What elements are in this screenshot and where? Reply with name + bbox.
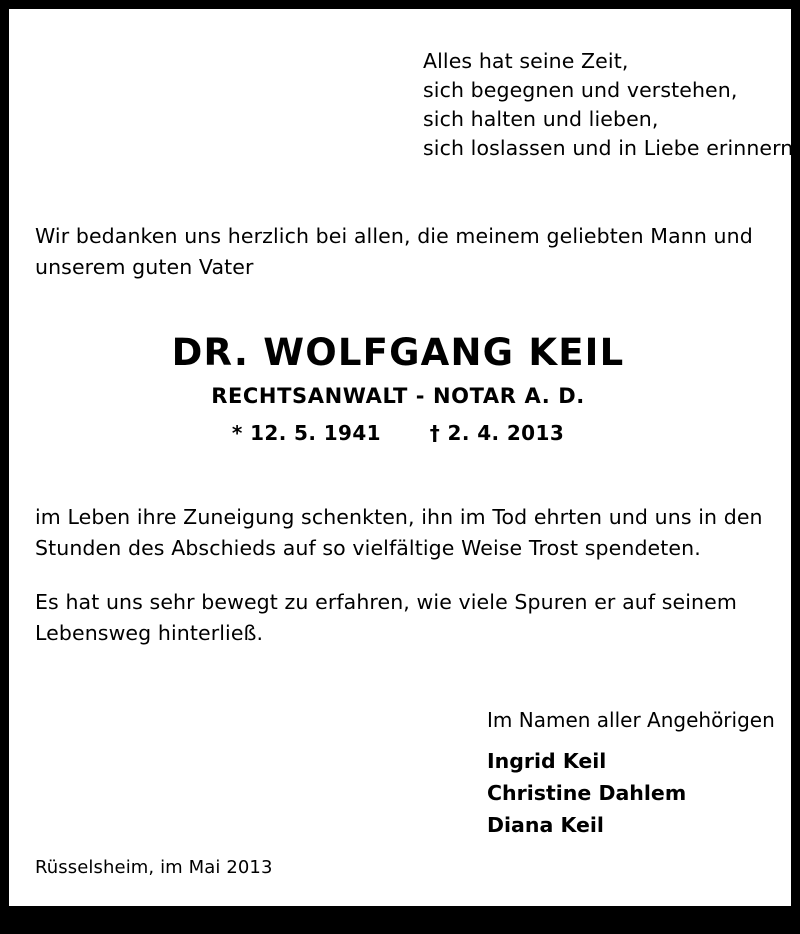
signature-name: Ingrid Keil bbox=[487, 749, 607, 773]
deceased-name: DR. WOLFGANG KEIL bbox=[171, 331, 625, 374]
poem-line: Alles hat seine Zeit, bbox=[423, 49, 629, 73]
deceased-block bbox=[35, 331, 761, 445]
body-line: Lebensweg hinterließ. bbox=[35, 621, 264, 645]
signature-names bbox=[487, 745, 761, 841]
body-paragraph-1 bbox=[35, 502, 761, 564]
deceased-role: RECHTSANWALT - NOTAR A. D. bbox=[211, 384, 585, 408]
death-date: † 2. 4. 2013 bbox=[429, 421, 565, 445]
intro-paragraph bbox=[35, 221, 761, 283]
body-line: Stunden des Abschieds auf so vielfältige Weise Trost spendeten. bbox=[35, 536, 701, 560]
birth-date: * 12. 5. 1941 bbox=[231, 421, 381, 445]
place-and-date: Rüsselsheim, im Mai 2013 bbox=[35, 857, 273, 878]
signature-block bbox=[487, 705, 775, 841]
signature-intro: Im Namen aller Angehörigen bbox=[487, 708, 775, 732]
poem-block bbox=[423, 47, 800, 163]
deceased-dates bbox=[35, 421, 761, 445]
poem-line: sich begegnen und verstehen, bbox=[423, 78, 738, 102]
intro-line: Wir bedanken uns herzlich bei allen, die meinem geliebten Mann und bbox=[35, 224, 753, 248]
poem-line: sich halten und lieben, bbox=[423, 107, 659, 131]
body-paragraph-2 bbox=[35, 587, 761, 649]
body-line: im Leben ihre Zuneigung schenkten, ihn im Tod ehrten und uns in den bbox=[35, 505, 763, 529]
notice-inner bbox=[9, 9, 800, 906]
intro-line: unserem guten Vater bbox=[35, 255, 254, 279]
poem-line: sich loslassen und in Liebe erinnern. bbox=[423, 136, 800, 160]
signature-name: Diana Keil bbox=[487, 813, 604, 837]
signature-name: Christine Dahlem bbox=[487, 781, 687, 805]
body-line: Es hat uns sehr bewegt zu erfahren, wie viele Spuren er auf seinem bbox=[35, 590, 737, 614]
